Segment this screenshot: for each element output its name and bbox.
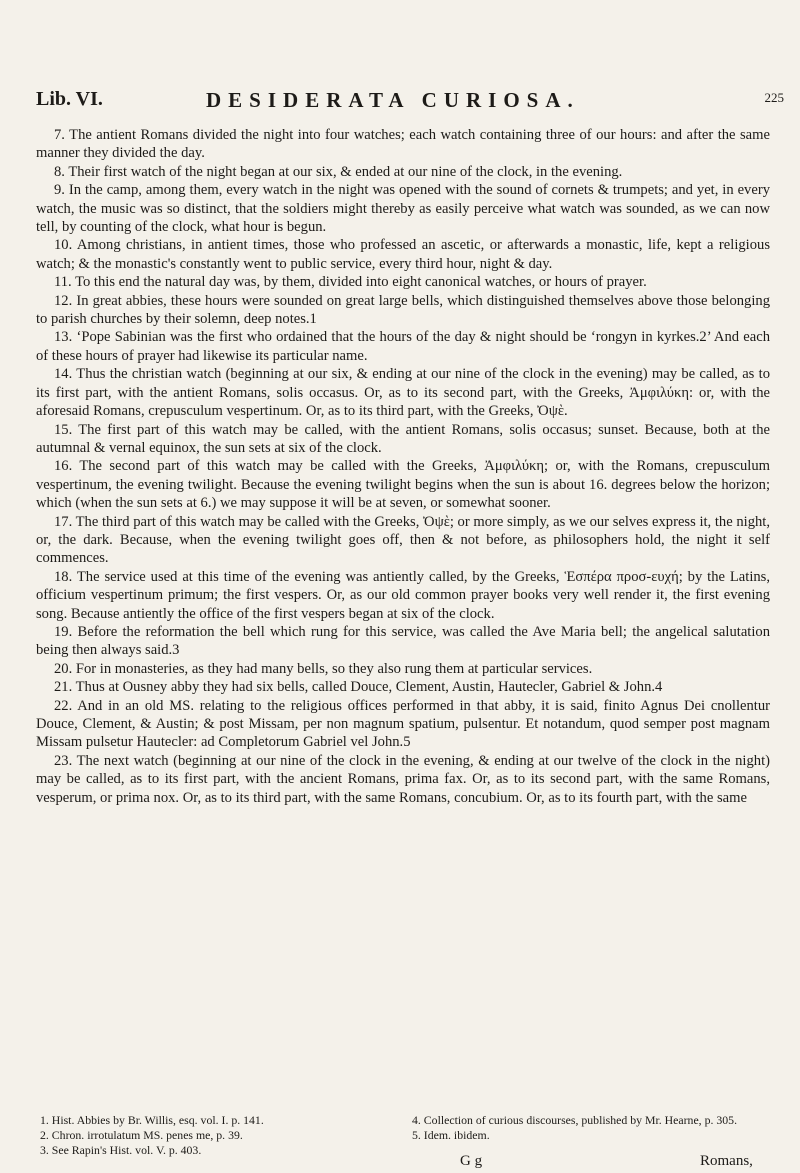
footnotes-right-column [412,1113,768,1143]
footnotes-left-column [40,1113,396,1158]
paragraph-17: 17. The third part of this watch may be called with the Greeks, Ὀψὲ; or more simply, as we our selves express it, the night, or, the dark. Because, when the evening twilight goes off, then & not before, as philosophers hold, the night it self commences. [36,513,770,567]
paragraph-20: 20. For in monasteries, as they had many bells, so they also rung them at particular services. [54,660,593,677]
footnote-1: 1. Hist. Abbies by Br. Willis, esq. vol. I. p. 141. [40,1113,264,1127]
footnote-4: 4. Collection of curious discourses, published by Mr. Hearne, p. 305. [412,1113,738,1127]
book-number: Lib. VI. [36,88,103,110]
running-header [36,88,784,120]
paragraph-23: 23. The next watch (beginning at our nine of the clock in the evening, & ending at our twelve of the clock in the night) may be called, as to its first part, with the ancient Romans, prima fax. Or, as to its second part, with the same Romans, vesperum, or prima nox. Or, as to its third part, with the same Romans, concubium. Or, as to its fourth part, with the same [36,752,770,806]
paragraph-15: 15. The first part of this watch may be called, with the antient Romans, solis occasus; sunset. Because, both at the autumnal & vernal equinox, the sun sets at six of the clock. [36,421,770,456]
paragraph-21: 21. Thus at Ousney abby they had six bells, called Douce, Clement, Austin, Hautecler, Gabriel & John.4 [54,679,663,696]
paragraph-16: 16. The second part of this watch may be called with the Greeks, Ἀμφιλύκη; or, with the Romans, crepusculum vespertinum, the evening twilight. Because the evening twilight begins when the sun is about 16. degrees below the horizon; which (when the sun sets at 6.) we may suppose it will be at seven, or somewhat sooner. [36,458,770,512]
page-number: 225 [764,90,784,105]
paragraph-18: 18. The service used at this time of the evening was antiently called, by the Greeks, Ἑσπέρα προσ-ευχή; by the Latins, officium vespertinum primum; the first vespers. Or, as our old common prayer books very well render it, the first evening song. Because antiently the office of the first vespers began at six of the clock. [36,568,770,622]
footnote-3: 3. See Rapin's Hist. vol. V. p. 403. [40,1143,202,1157]
paragraph-10: 10. Among christians, in antient times, those who professed an ascetic, or afterwards a monastic, life, kept a religious watch; & the monastic's constantly went to public service, every third hour, night & day. [36,237,770,272]
paragraph-19: 19. Before the reformation the bell which rung for this service, was called the Ave Maria bell; the angelical salutation being then always said.3 [36,623,770,659]
paragraph-22: 22. And in an old MS. relating to the religious offices performed in that abby, it is said, finito Agnus Dei cnollentur Douce, Clement, & Austin; & post Missam, per non magnum spatium, pulsentur. Et notandum, quod semper post magnam Missam pulsetur Hautecler: ad Completorum Gabriel vel John.5 [36,697,770,751]
footnote-5: 5. Idem. ibidem. [412,1128,490,1142]
paragraph-7: 7. The antient Romans divided the night into four watches; each watch containing three of our hours: and after the same manner they divided the day. [36,127,770,162]
paragraph-12: 12. In great abbies, these hours were sounded on great large bells, which distinguished themselves above those belonging to parish churches by their solemn, deep notes.1 [36,292,770,328]
catchword: Romans, [700,1153,753,1169]
paragraph-14: 14. Thus the christian watch (beginning at our six, & ending at our nine of the clock in the evening) may be called, as to its first part, with the antient Romans, solis occasus. Or, as to its second part, with the Greeks, Ἀμφιλύκη: or, with the aforesaid Romans, crepusculum vespertinum. Or, as to its third part, with the Greeks, Ὀψὲ. [36,366,770,420]
signature-mark: G g [460,1153,483,1169]
paragraph-11: 11. To this end the natural day was, by them, divided into eight canonical watches, or hours of prayer. [54,274,647,291]
paragraph-8: 8. Their first watch of the night began at our six, & ended at our nine of the clock, in the evening. [54,163,623,180]
paragraph-9: 9. In the camp, among them, every watch in the night was opened with the sound of cornets & trumpets; and yet, in every watch, the music was so distinct, that the soldiers might thereby as easily perceive what watch was sounded, as we can now tell, by counting of the clock, what hour is begun. [36,182,770,236]
running-title: DESIDERATA CURIOSA. [206,88,580,112]
paragraph-13: 13. ‘Pope Sabinian was the first who ordained that the hours of the day & night should be ‘rongyn in kyrkes.2’ And each of these hours of prayer had likewise its particular name. [36,329,770,364]
footnote-2: 2. Chron. irrotulatum MS. penes me, p. 39. [40,1128,243,1142]
main-text [36,126,770,807]
